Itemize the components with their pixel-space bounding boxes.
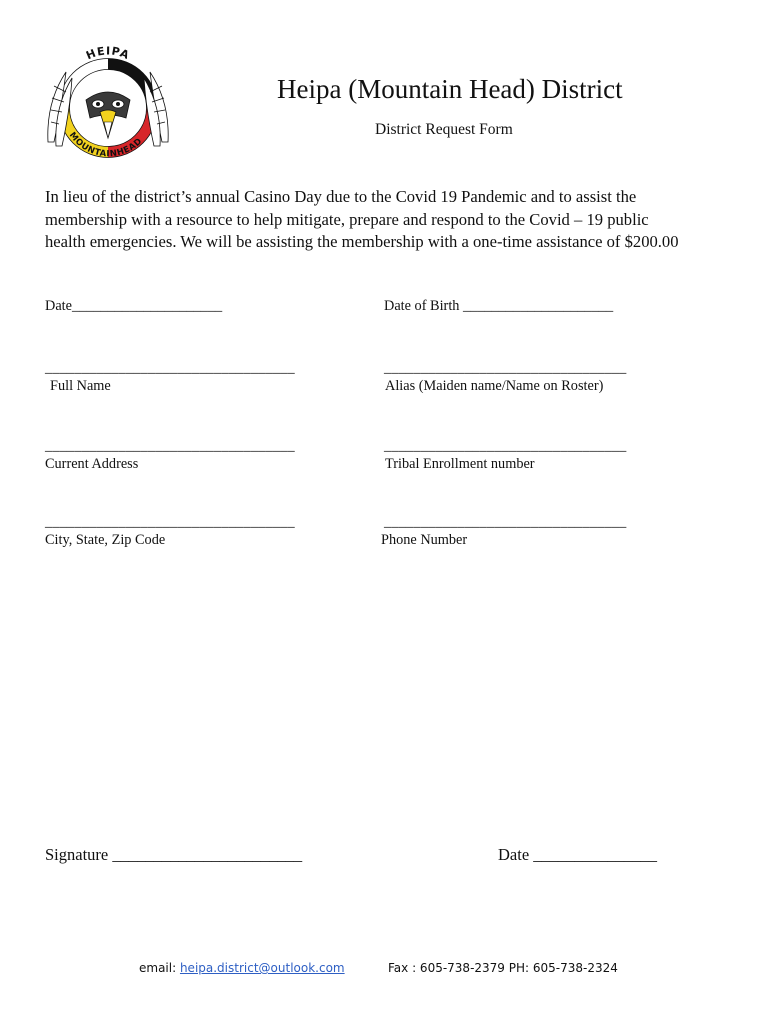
eagle-head-icon [86, 92, 130, 138]
date-label: Date [45, 298, 72, 314]
phone-number-blank[interactable]: _________________________________ [384, 514, 627, 530]
current-address-label: Current Address [45, 456, 139, 472]
tribal-enrollment-blank[interactable]: _________________________________ [384, 438, 627, 454]
signature-label: Signature [45, 845, 113, 864]
signature-date-field[interactable] [498, 845, 657, 865]
signature-date-blank[interactable]: _______________ [533, 845, 658, 864]
alias-label: Alias (Maiden name/Name on Roster) [385, 378, 604, 394]
full-name-blank[interactable]: __________________________________ [45, 360, 295, 376]
form-subtitle: District Request Form [375, 121, 513, 138]
alias-blank[interactable]: _________________________________ [384, 360, 627, 376]
footer-contact: Fax : 605-738-2379 PH: 605-738-2324 [388, 961, 618, 975]
date-field[interactable] [45, 298, 222, 315]
intro-line-2: membership with a resource to help mitigate, prepare and respond to the Covid – 19 public [45, 209, 649, 229]
date-blank[interactable]: _____________________ [72, 298, 223, 314]
email-label: email: [139, 961, 180, 975]
heipa-district-logo [42, 42, 174, 174]
intro-line-3: health emergencies. We will be assisting the membership with a one-time assistance of $200.00 [45, 232, 679, 251]
full-name-label: Full Name [50, 378, 111, 394]
city-state-zip-blank[interactable]: __________________________________ [45, 514, 295, 530]
intro-paragraph [45, 186, 745, 254]
phone-number-label: Phone Number [381, 532, 468, 548]
signature-field[interactable] [45, 845, 302, 865]
current-address-blank[interactable]: __________________________________ [45, 438, 295, 454]
signature-date-label: Date [498, 845, 534, 864]
svg-text:MOUNTAINHEAD: MOUNTAINHEAD [66, 130, 145, 160]
intro-line-1: In lieu of the district’s annual Casino Day due to the Covid 19 Pandemic and to assist the [45, 187, 637, 206]
page-title: Heipa (Mountain Head) District [277, 74, 623, 104]
svg-text:HEIPA: HEIPA [84, 44, 132, 63]
date-of-birth-field[interactable] [384, 298, 613, 315]
email-link[interactable]: heipa.district@outlook.com [179, 961, 345, 975]
date-of-birth-blank[interactable]: _____________________ [463, 298, 614, 314]
tribal-enrollment-label: Tribal Enrollment number [385, 456, 535, 472]
footer-email [139, 961, 345, 975]
signature-blank[interactable]: _______________________ [112, 845, 303, 864]
date-of-birth-label: Date of Birth [384, 298, 464, 314]
city-state-zip-label: City, State, Zip Code [45, 532, 166, 548]
